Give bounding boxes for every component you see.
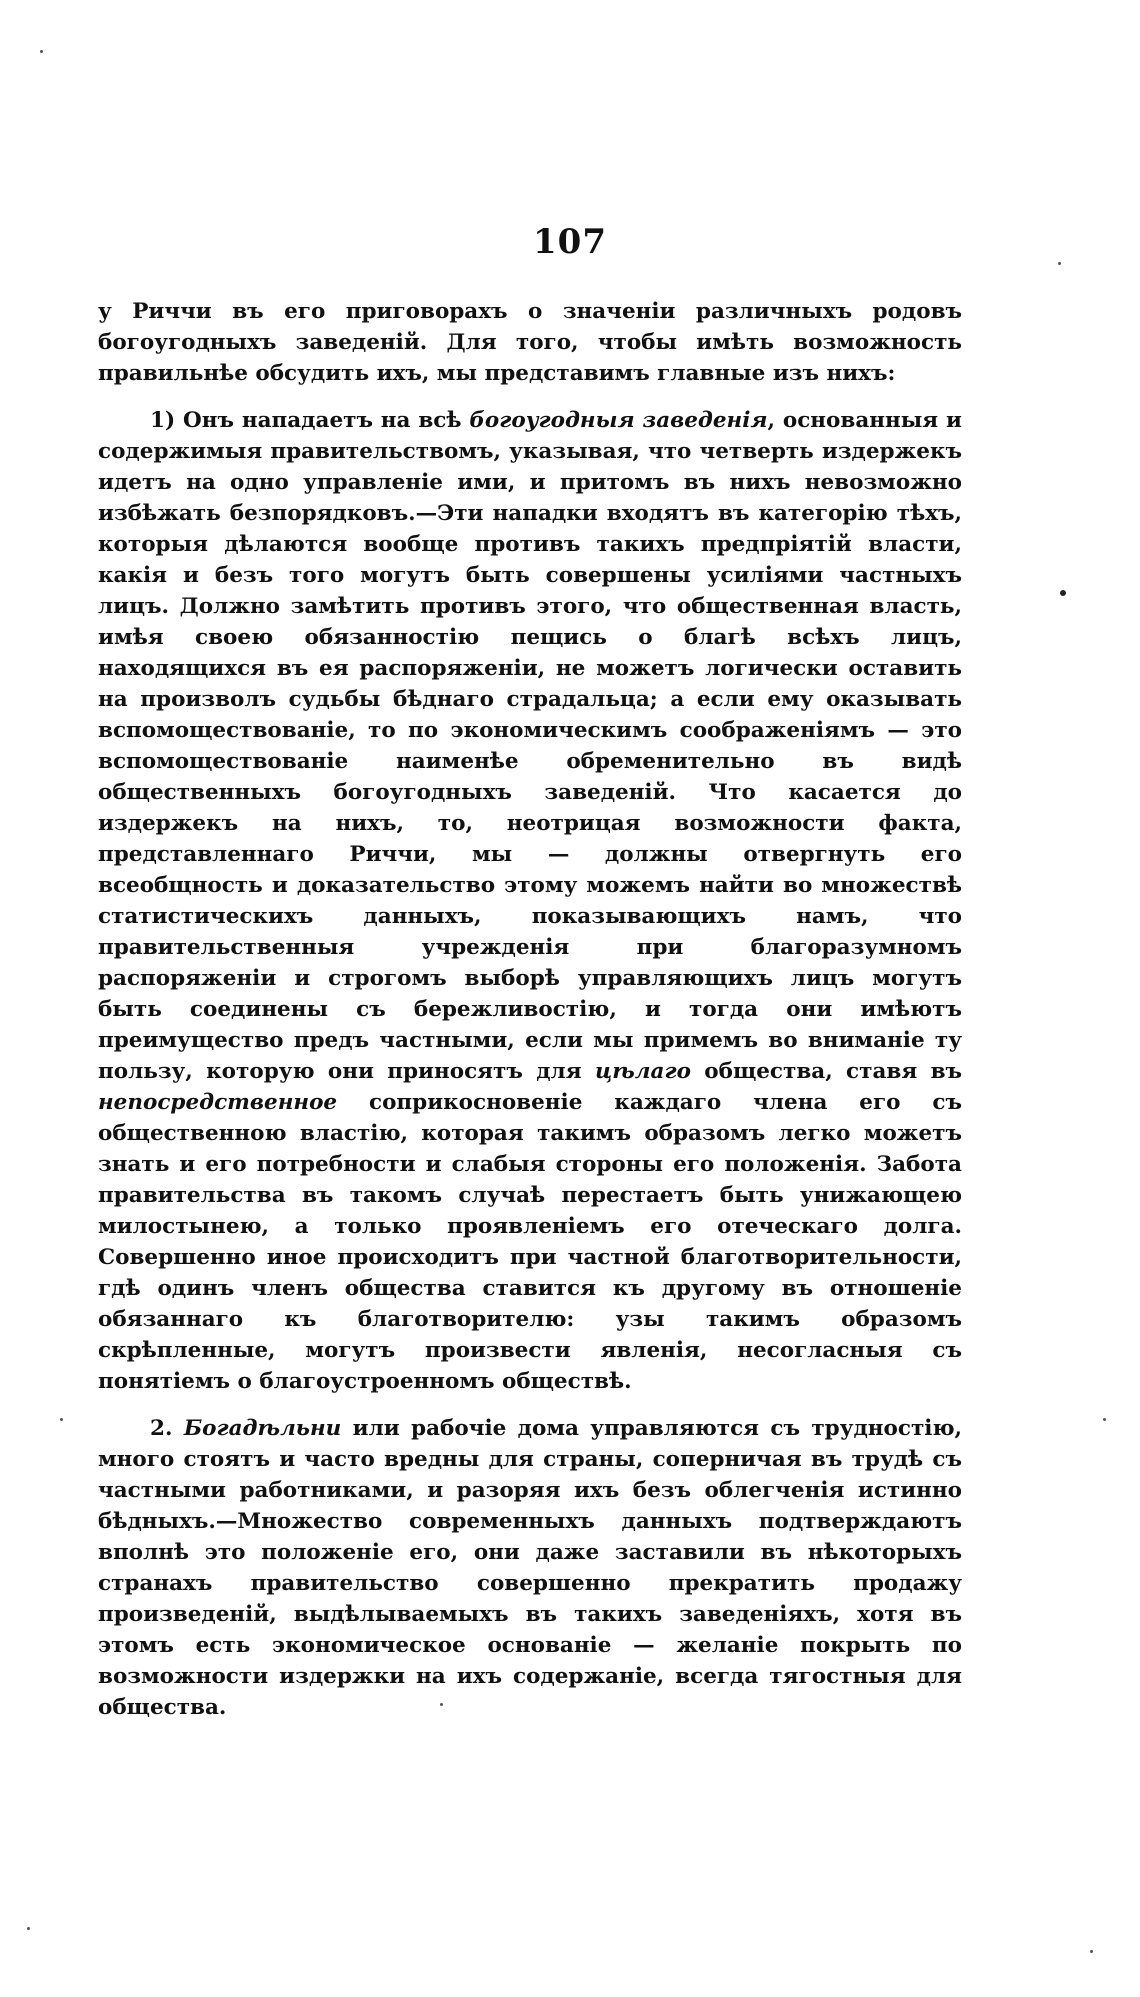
scan-speck bbox=[40, 50, 43, 53]
scan-speck bbox=[1103, 1418, 1106, 1421]
paragraph-1-lead: 1) Онъ нападаетъ на всѣ bbox=[150, 408, 470, 433]
paragraph-2-emphasis-1: Богадѣльни bbox=[183, 1416, 342, 1441]
paragraph-1-emphasis-1: богоугодныя заведенія bbox=[469, 408, 768, 433]
intro-paragraph: у Риччи въ его приговорахъ о значеніи различныхъ родовъ богоугодныхъ заведеній. Для того, чтобы имѣть возможность правильнѣе обсудить ихъ, мы представимъ главные изъ нихъ: bbox=[98, 299, 962, 386]
scan-speck bbox=[1090, 1950, 1093, 1953]
scan-speck bbox=[1058, 262, 1061, 265]
paragraph-1-tail: соприкосновеніе каждаго члена его съ общественною властію, которая такимъ образомъ легко можетъ знать и его потребности и слабыя стороны его положенія. Забота правительства въ такомъ случаѣ перестаетъ быть унижающею милостынею, а только проявленіемъ его отеческаго долга. Совершенно иное происходитъ при частной благотворительности, гдѣ одинъ членъ общества ставится къ другому въ отношеніе обязаннаго къ благотворителю: узы такимъ образомъ скрѣпленные, могутъ произвести явленія, несогласныя съ понятіемъ о благоустроенномъ обществѣ. bbox=[98, 1090, 962, 1394]
paragraph-2-tail: или рабочіе дома управляются съ трудностію, много стоятъ и часто вредны для страны, соперничая въ трудѣ съ частными работниками, и разоряя ихъ безъ облегченія истинно бѣдныхъ.—Множество современныхъ данныхъ подтверждаютъ вполнѣ это положеніе его, они даже заставили въ нѣкоторыхъ странахъ правительство совершенно прекратить продажу произведеній, выдѣлываемыхъ въ такихъ заведеніяхъ, хотя въ этомъ есть экономическое основаніе — желаніе покрыть по возможности издержки на ихъ содержаніе, всегда тягостныя для общества. bbox=[98, 1416, 962, 1720]
scan-speck bbox=[1060, 590, 1066, 596]
paragraph-1-emphasis-2: цѣлаго bbox=[594, 1059, 691, 1084]
paragraph-1-mid-1: , основанныя и содержимыя правительствомъ, указывая, что четверть издержекъ идетъ на одно управленіе ими, и притомъ въ нихъ невозможно избѣжать безпорядковъ.—Эти нападки входятъ въ категорію тѣхъ, которыя дѣлаются вообще противъ такихъ предпріятій власти, какія и безъ того могутъ быть совершены усиліями частныхъ лицъ. Должно замѣтить противъ этого, что общественная власть, имѣя своею обязанностію пещись о благѣ всѣхъ лицъ, находящихся въ ея распоряженіи, не можетъ логически оставить на произволъ судьбы бѣднаго страдальца; а если ему оказывать вспомоществованіе, то по экономическимъ соображеніямъ — это вспомоществованіе наименѣе обременительно въ видѣ общественныхъ богоугодныхъ заведеній. Что касается до издержекъ на нихъ, то, неотрицая возможности факта, представленнаго Риччи, мы — должны отвергнуть его всеобщность и доказательство этому можемъ найти во множествѣ статистическихъ данныхъ, показывающихъ намъ, что правительственныя учрежденія при благоразумномъ распоряженіи и строгомъ выборѣ управляющихъ лицъ могутъ быть соединены съ бережливостію, и тогда они имѣютъ преимущество предъ частными, если мы примемъ во вниманіе ту пользу, которую они приносятъ для bbox=[98, 408, 962, 1084]
paragraph-1-emphasis-3: непосредственное bbox=[98, 1090, 338, 1115]
paragraph-2-lead: 2. bbox=[150, 1416, 184, 1441]
scan-speck bbox=[60, 1418, 63, 1421]
paragraph-2 bbox=[98, 1413, 962, 1723]
body-text bbox=[98, 296, 962, 1723]
paragraph-1-mid-2: общества, ставя въ bbox=[690, 1059, 962, 1084]
scan-speck bbox=[27, 1927, 30, 1930]
page-number: 107 bbox=[533, 222, 607, 262]
scan-speck bbox=[440, 1703, 443, 1706]
paragraph-1 bbox=[98, 405, 962, 1397]
